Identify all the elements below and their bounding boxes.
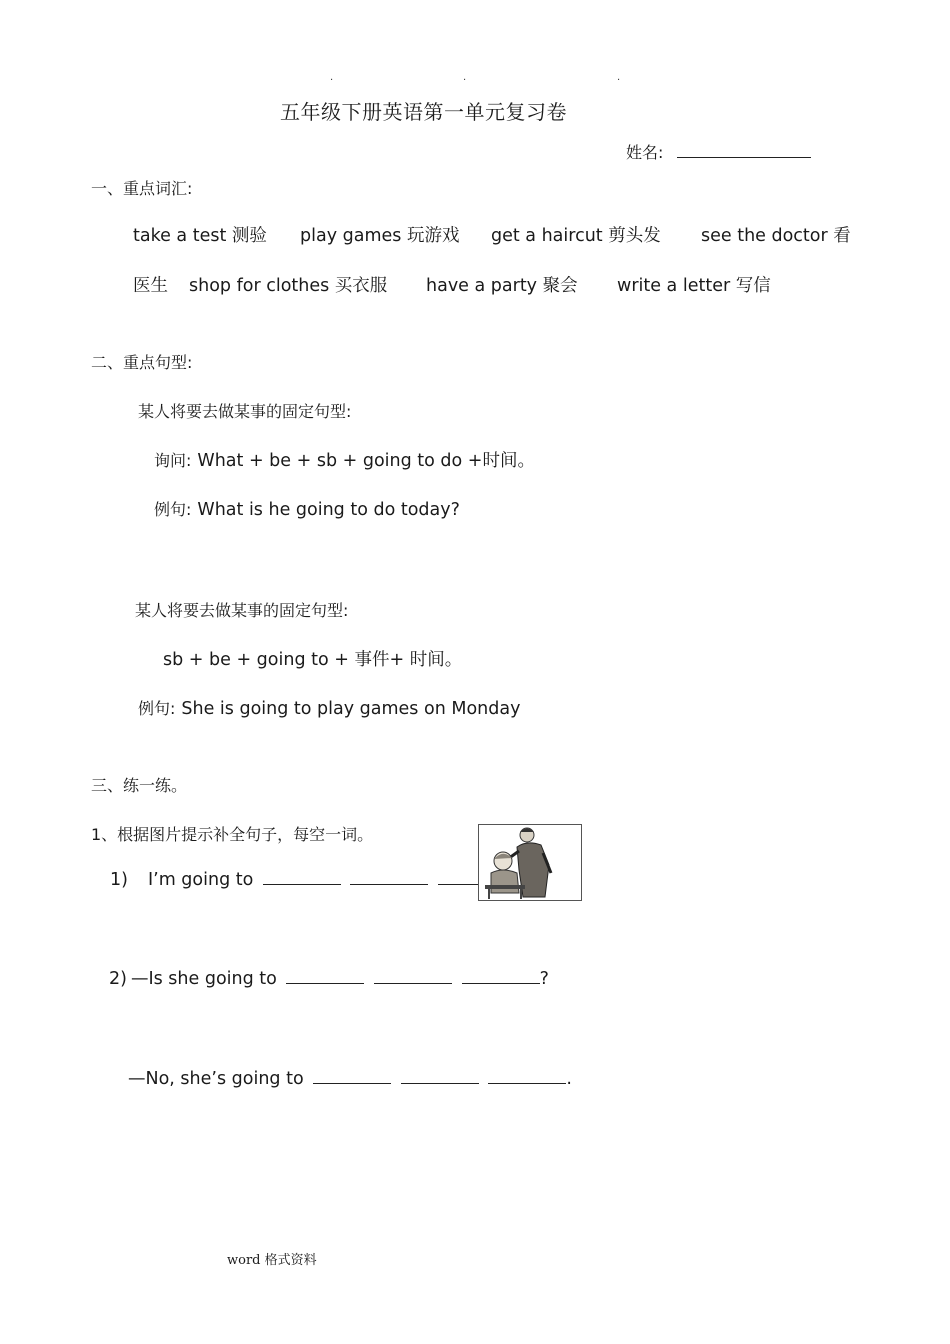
block1-intro: 某人将要去做某事的固定句型:: [138, 402, 352, 421]
header-dot-2: .: [463, 72, 467, 83]
block1-ask: [154, 447, 535, 472]
section3-heading: 三、练一练。: [91, 776, 188, 795]
item3-blank-2[interactable]: [401, 1082, 479, 1084]
item3-blank-3[interactable]: [488, 1082, 566, 1084]
block2-example: [138, 696, 520, 719]
name-blank[interactable]: [677, 156, 811, 158]
exercise-item-2: [109, 969, 549, 989]
item1-blank-1[interactable]: [263, 883, 341, 885]
item2-blank-3[interactable]: [462, 982, 540, 984]
vocab-take-a-test: take a test 测验: [133, 226, 267, 246]
block2-pattern: sb + be + going to + 事件+ 时间。: [163, 650, 463, 670]
section1-heading: 一、重点词汇:: [91, 179, 193, 198]
page-title: 五年级下册英语第一单元复习卷: [280, 100, 567, 124]
vocab-play-games: play games 玩游戏: [300, 226, 460, 246]
haircut-picture: [478, 824, 582, 901]
haircut-illustration-icon: [479, 825, 581, 900]
exercise-item-1: [110, 870, 498, 890]
name-label: 姓名:: [626, 143, 664, 162]
vocab-get-a-haircut: get a haircut 剪头发: [491, 226, 661, 246]
item1-text: I’m going to: [147, 870, 254, 890]
exercise-item-3: [128, 1069, 572, 1089]
example-label-2: 例句:: [138, 699, 176, 718]
section2-heading: 二、重点句型:: [91, 353, 193, 372]
example-text: What is he going to do today?: [197, 500, 460, 520]
vocab-have-a-party: have a party 聚会: [426, 276, 578, 296]
item3-end: .: [566, 1069, 572, 1089]
item1-blank-2[interactable]: [350, 883, 428, 885]
name-field: [626, 140, 811, 163]
item2-blank-1[interactable]: [286, 982, 364, 984]
footer-text: word 格式资料: [227, 1253, 317, 1268]
item2-blank-2[interactable]: [374, 982, 452, 984]
item2-end: ?: [539, 969, 549, 989]
item1-number: 1): [110, 870, 128, 890]
item2-number: 2): [109, 969, 127, 989]
vocab-see-the-doctor-cont: 医生: [133, 276, 168, 296]
vocab-shop-for-clothes: shop for clothes 买衣服: [189, 276, 388, 296]
block2-intro: 某人将要去做某事的固定句型:: [135, 601, 349, 620]
block1-example: [154, 497, 460, 520]
example-text-2: She is going to play games on Monday: [181, 699, 521, 719]
ask-text: What + be + sb + going to do +时间。: [197, 451, 535, 471]
item2-text: —Is she going to: [130, 969, 277, 989]
vocab-see-the-doctor: see the doctor 看: [701, 226, 851, 246]
header-dot-1: .: [330, 72, 334, 83]
question1-intro: 1、根据图片提示补全句子，每空一词。: [91, 825, 374, 844]
item3-blank-1[interactable]: [313, 1082, 391, 1084]
ask-label: 询问:: [154, 451, 192, 470]
item3-text: —No, she’s going to: [128, 1069, 304, 1089]
header-dot-3: .: [617, 72, 621, 83]
example-label: 例句:: [154, 500, 192, 519]
vocab-write-a-letter: write a letter 写信: [617, 276, 771, 296]
